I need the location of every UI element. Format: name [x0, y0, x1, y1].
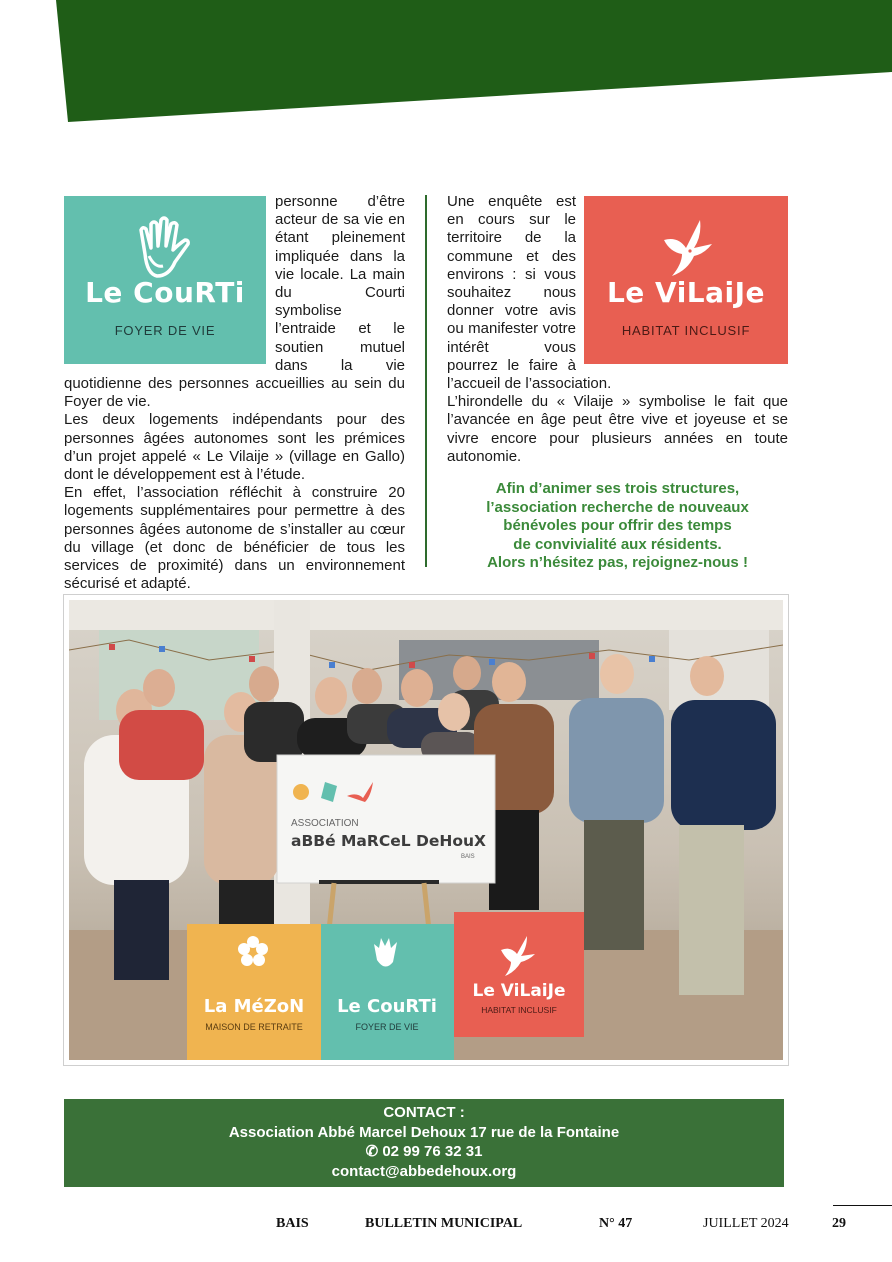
left-paragraph-3: En effet, l’association réfléchit à construire 20 logements supplémentaires pour permettre à des personnes âgées autonome de s’installer au cœur du village (et donc de bénéficier de tous les services de proximité) dans un environnement sécurisé et adapté. [64, 484, 405, 593]
callout-line: Afin d’animer ses trois structures, [495, 480, 740, 497]
board-courti-subtitle: FOYER DE VIE [355, 1022, 419, 1032]
contact-email[interactable]: contact@abbedehoux.org [331, 1162, 517, 1180]
swallow-icon [660, 218, 716, 278]
board-courti-name: Le CouRTi [337, 996, 437, 1017]
courti-logo-name: Le CouRTi [85, 276, 245, 309]
board-mezon [187, 924, 321, 1060]
contact-box [64, 1099, 784, 1187]
courti-logo [64, 196, 266, 364]
right-paragraph-2: L’hirondelle du « Vilaije » symbolise le fait que l’avancée en âge peut être vive et joyeuse et se vivre encore pour plusieurs années en toute autonomie. [447, 393, 788, 465]
callout-line: l’association recherche de nouveaux [486, 498, 749, 516]
left-paragraph-2: Les deux logements indépendants pour des personnes âgées autonomes sont les prémices d’un projet appelé « Le Vilaije » (village en Gallo) dont le développement est à l’étude. [64, 411, 405, 484]
left-column [64, 193, 405, 593]
footer-rule [833, 1205, 892, 1206]
contact-phone: ✆ 02 99 76 32 31 [365, 1143, 483, 1160]
header-banner [0, 0, 892, 130]
vilaije-logo-subtitle: HABITAT INCLUSIF [621, 323, 751, 338]
sign-association-name: aBBé MaRCeL DeHouX [291, 832, 486, 850]
board-vilaije-name: Le ViLaiJe [472, 981, 566, 1001]
callout-line: bénévoles pour offrir des temps [503, 517, 732, 534]
board-courti [321, 924, 454, 1060]
page-number: 29 [832, 1216, 846, 1231]
footer-issue: N° 47 [599, 1216, 633, 1231]
right-column [447, 193, 788, 466]
footer-date: JUILLET 2024 [703, 1216, 789, 1231]
board-mezon-name: La MéZoN [203, 996, 305, 1017]
sign-association-label: ASSOCIATION [291, 818, 359, 829]
left-paragraph-1: personne d’être acteur de sa vie en étant pleinement impliquée dans la vie locale. La main du Courti symbolise l’entraide et le soutien mutuel dans la vie quotidienne des personnes accueillies au sein du Foyer de vie. [64, 193, 405, 411]
board-vilaije [454, 912, 584, 1037]
footer-publication: BULLETIN MUNICIPAL [365, 1216, 523, 1231]
vilaije-logo-name: Le ViLaiJe [606, 276, 766, 309]
contact-address: Association Abbé Marcel Dehoux 17 rue de la Fontaine [228, 1123, 620, 1141]
column-divider [425, 195, 427, 567]
contact-heading: CONTACT : [383, 1104, 465, 1121]
group-photo-illustration [69, 600, 783, 1060]
sign-association-place: BAIS [461, 854, 475, 860]
board-mezon-subtitle: MAISON DE RETRAITE [205, 1022, 303, 1032]
right-paragraph-1: Une enquête est en cours sur le territoire de la commune et des environs : si vous souhaitez nous donner votre avis ou manifester votre intérêt vous pourrez le faire à l’accueil de l’association. [447, 193, 612, 393]
callout-line: de convivialité aux résidents. [513, 535, 722, 553]
footer-town: BAIS [276, 1216, 309, 1231]
board-vilaije-subtitle: HABITAT INCLUSIF [481, 1005, 557, 1015]
callout-line: Alors n’hésitez pas, rejoignez-nous ! [487, 554, 748, 571]
courti-logo-subtitle: FOYER DE VIE [114, 323, 216, 338]
vilaije-logo [584, 196, 788, 364]
volunteer-callout [447, 480, 788, 573]
group-photo [64, 595, 788, 1065]
